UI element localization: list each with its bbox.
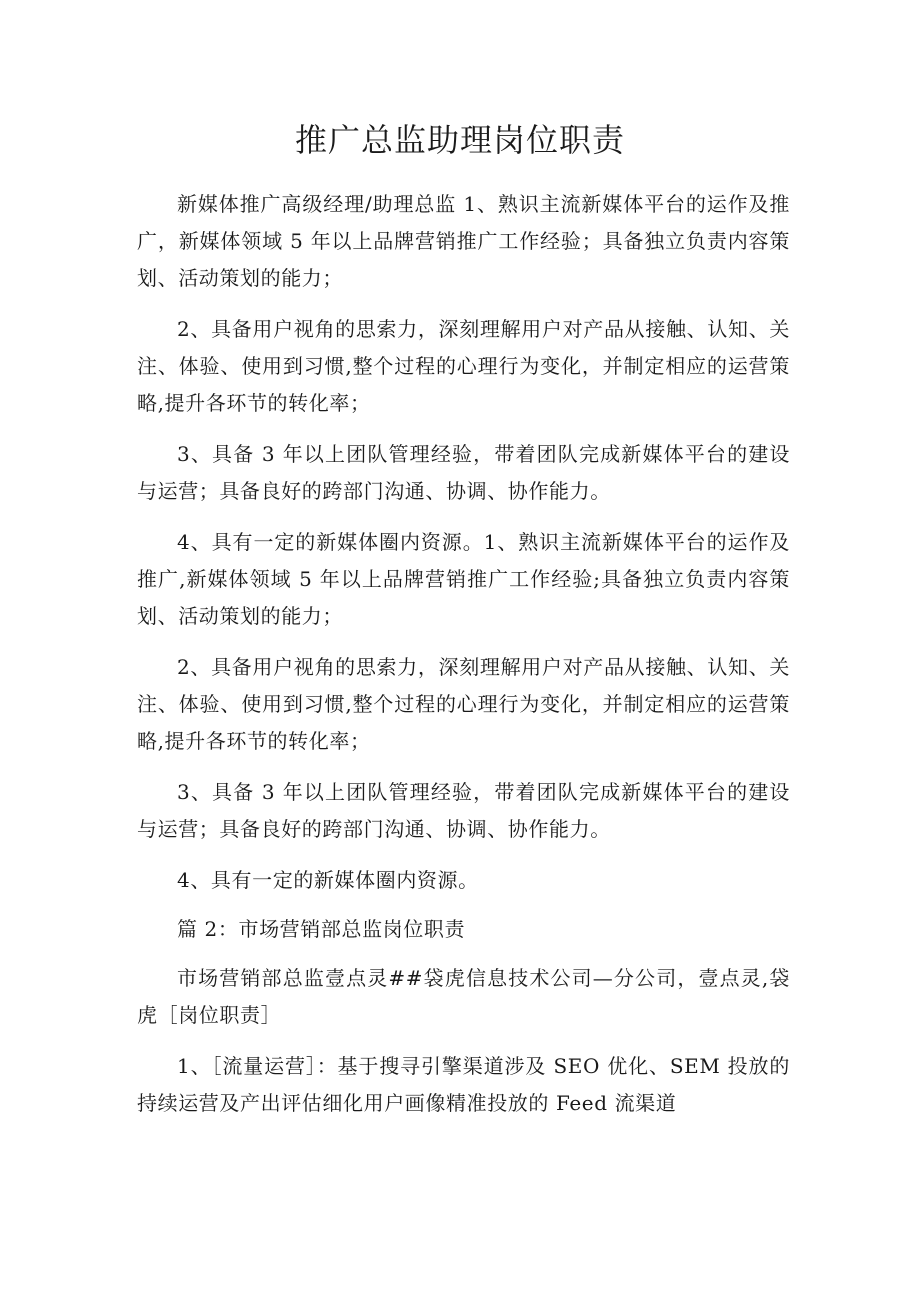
document-body xyxy=(137,186,790,1136)
paragraph: 新媒体推广高级经理/助理总监 1、熟识主流新媒体平台的运作及推广，新媒体领域 5 年以上品牌营销推广工作经验；具备独立负责内容策划、活动策划的能力； xyxy=(137,192,790,290)
document-title: 推广总监助理岗位职责 xyxy=(294,121,625,159)
paragraph: 3、具备 3 年以上团队管理经验，带着团队完成新媒体平台的建设与运营；具备良好的跨部门沟通、协调、协作能力。 xyxy=(137,780,790,841)
paragraph: 4、具有一定的新媒体圈内资源。 xyxy=(177,868,479,892)
paragraph: 2、具备用户视角的思索力，深刻理解用户对产品从接触、认知、关注、体验、使用到习惯,整个过程的心理行为变化，并制定相应的运营策略,提升各环节的转化率； xyxy=(137,317,790,415)
paragraph: 4、具有一定的新媒体圈内资源。1、熟识主流新媒体平台的运作及推广,新媒体领域 5 年以上品牌营销推广工作经验;具备独立负责内容策划、活动策划的能力； xyxy=(137,530,790,628)
section-heading: 篇 2：市场营销部总监岗位职责 xyxy=(177,917,466,941)
paragraph: 1、［流量运营］：基于搜寻引擎渠道涉及 SEO 优化、SEM 投放的持续运营及产出评估细化用户画像精准投放的 Feed 流渠道 xyxy=(137,1054,790,1115)
paragraph: 2、具备用户视角的思索力，深刻理解用户对产品从接触、认知、关注、体验、使用到习惯,整个过程的心理行为变化，并制定相应的运营策略,提升各环节的转化率； xyxy=(137,655,790,753)
paragraph: 3、具备 3 年以上团队管理经验，带着团队完成新媒体平台的建设与运营；具备良好的跨部门沟通、协调、协作能力。 xyxy=(137,442,790,503)
paragraph: 市场营销部总监壹点灵##袋虎信息技术公司—分公司，壹点灵,袋虎［岗位职责］ xyxy=(137,966,790,1027)
